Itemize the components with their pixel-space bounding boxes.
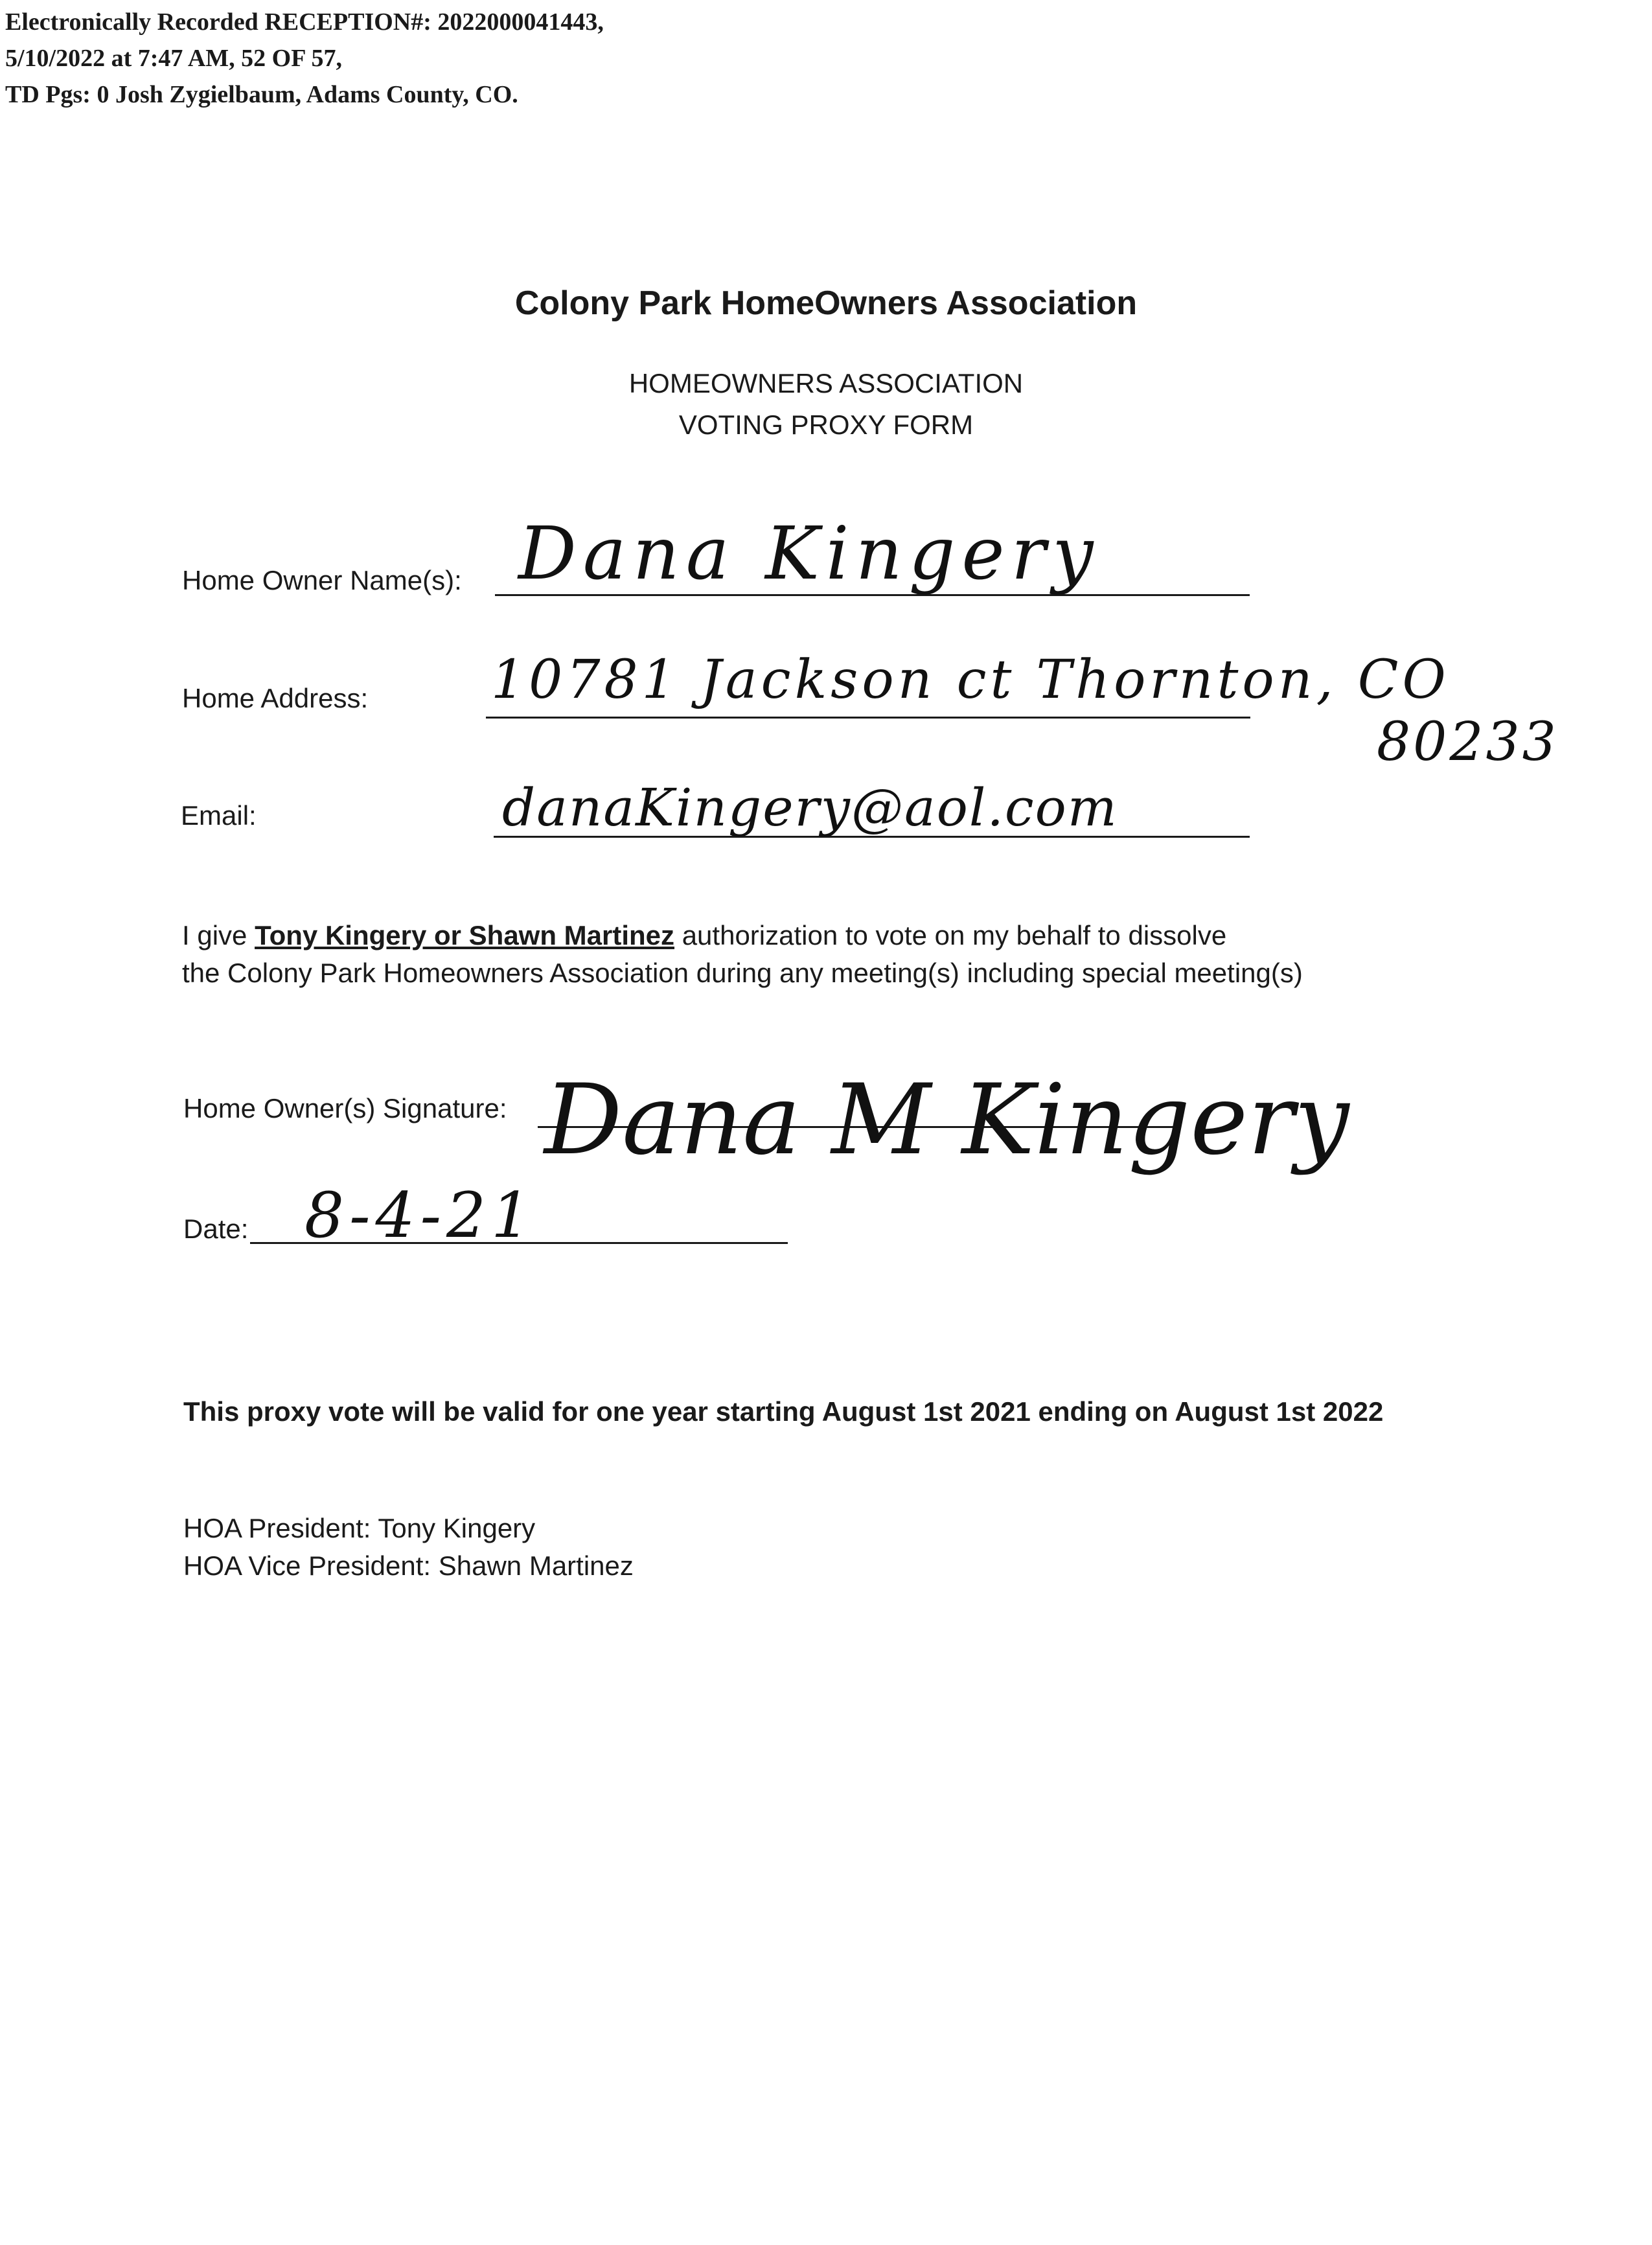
recording-stamp bbox=[5, 4, 604, 113]
date-handwritten[interactable]: 8-4-21 bbox=[304, 1179, 536, 1252]
recording-stamp-line-1: Electronically Recorded RECEPTION#: 2022000041443, bbox=[5, 8, 604, 36]
form-subtitle-line-1: HOMEOWNERS ASSOCIATION bbox=[628, 368, 1024, 398]
officers-block bbox=[183, 1510, 634, 1585]
address-line bbox=[486, 717, 1250, 719]
authorization-prefix: I give bbox=[182, 920, 255, 950]
email-label: Email: bbox=[181, 800, 257, 831]
date-label: Date: bbox=[183, 1214, 249, 1244]
signature-label: Home Owner(s) Signature: bbox=[183, 1093, 507, 1123]
form-subtitle-line-2: VOTING PROXY FORM bbox=[678, 409, 974, 440]
email-handwritten[interactable]: danaKingery@aol.com bbox=[502, 777, 1118, 838]
validity-notice: This proxy vote will be valid for one year starting August 1st 2021 ending on August 1st 2022 bbox=[183, 1396, 1384, 1427]
address-label: Home Address: bbox=[182, 683, 369, 713]
signature-handwritten[interactable] bbox=[531, 1011, 1349, 1225]
organization-title: Colony Park HomeOwners Association bbox=[514, 284, 1138, 322]
recording-stamp-line-2: 5/10/2022 at 7:47 AM, 52 OF 57, bbox=[5, 45, 342, 72]
authorization-line-1 bbox=[182, 917, 1226, 954]
address-handwritten[interactable]: 10781 Jackson ct Thornton, CO bbox=[491, 649, 1450, 711]
signature-handwritten-text: Dana M Kingery bbox=[544, 1064, 1349, 1177]
owner-name-handwritten[interactable]: Dana Kingery bbox=[518, 512, 1100, 596]
owner-name-label: Home Owner Name(s): bbox=[182, 565, 462, 595]
authorization-line-2: the Colony Park Homeowners Association during any meeting(s) including special meeting(s) bbox=[182, 958, 1303, 988]
authorization-suffix: authorization to vote on my behalf to dissolve bbox=[674, 920, 1227, 950]
hoa-president: HOA President: Tony Kingery bbox=[183, 1513, 536, 1543]
authorized-proxies: Tony Kingery or Shawn Martinez bbox=[255, 920, 675, 950]
hoa-vice-president: HOA Vice President: Shawn Martinez bbox=[183, 1550, 634, 1581]
address-zip-handwritten[interactable]: 80233 bbox=[1377, 711, 1559, 773]
recording-stamp-line-3: TD Pgs: 0 Josh Zygielbaum, Adams County, CO. bbox=[5, 81, 518, 108]
